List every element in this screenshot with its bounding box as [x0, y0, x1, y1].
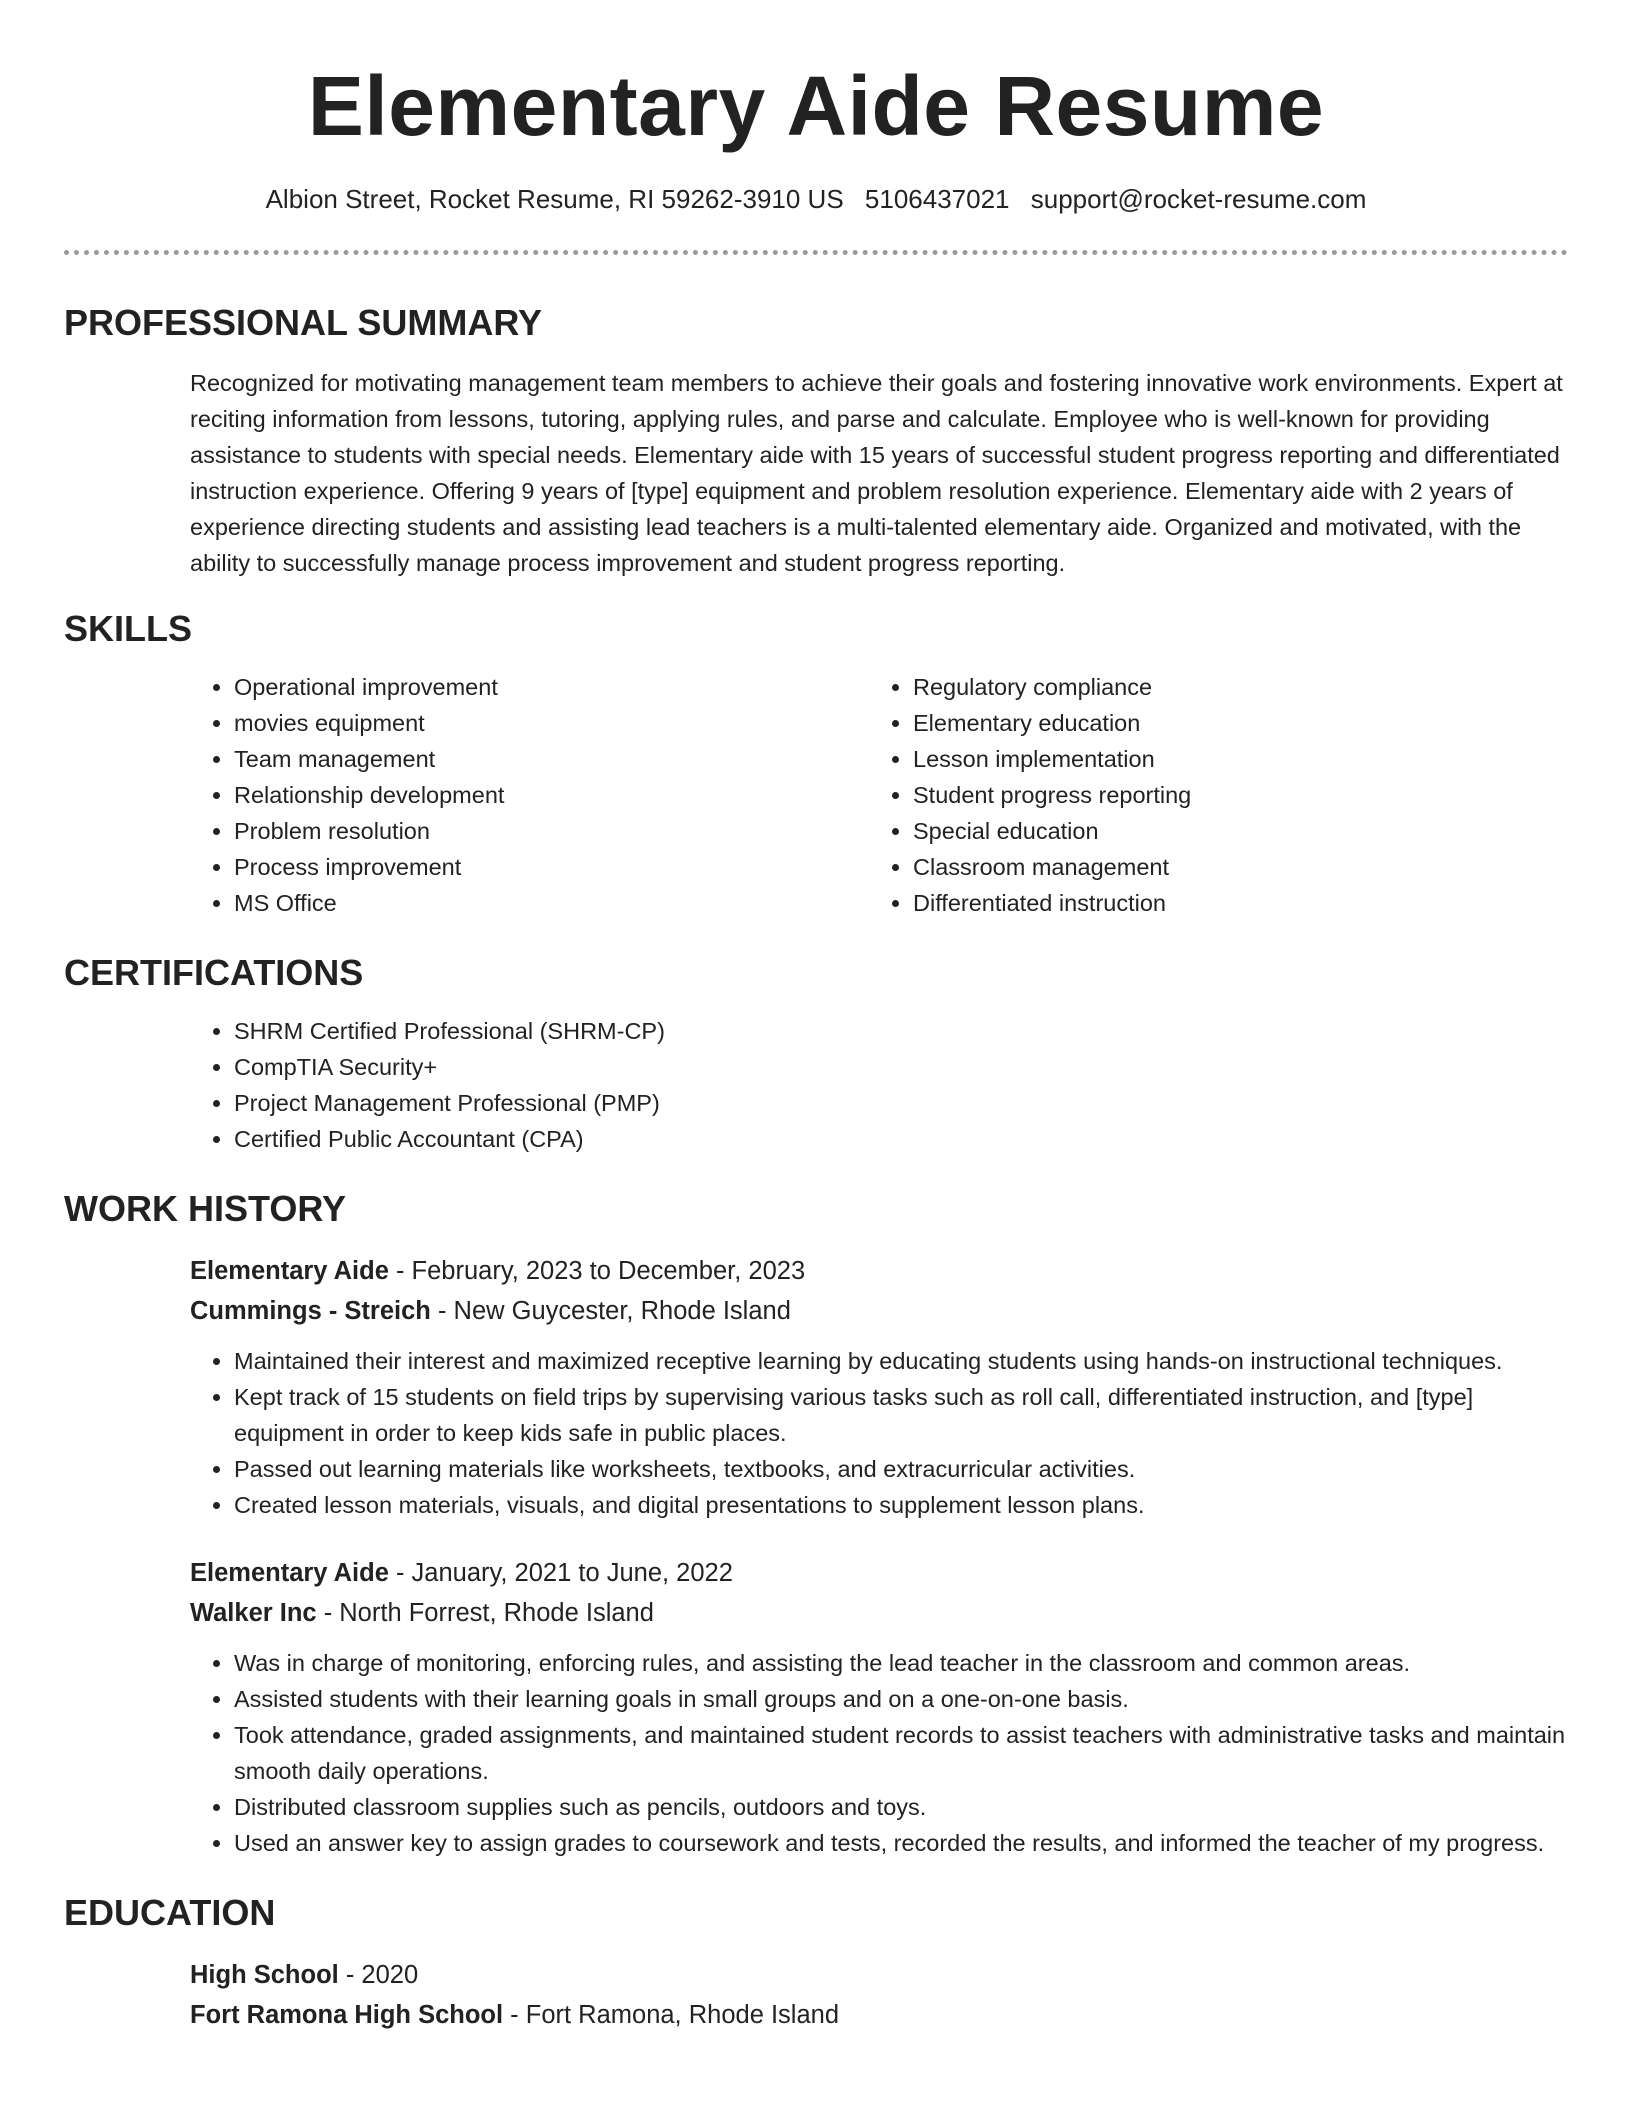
skills-section — [64, 607, 1568, 921]
summary-section — [64, 301, 1568, 581]
job-company-line — [190, 1593, 1568, 1633]
skill-item: • Regulatory compliance — [913, 669, 1568, 705]
skill-item: • movies equipment — [234, 705, 869, 741]
job-bullets — [190, 1343, 1568, 1523]
job-bullet: • Created lesson materials, visuals, and digital presentations to supplement lesson plans. — [234, 1487, 1568, 1523]
certification-item: • SHRM Certified Professional (SHRM-CP) — [234, 1013, 1568, 1049]
education-entry — [190, 1955, 1568, 2035]
job-bullet: • Passed out learning materials like worksheets, textbooks, and extracurricular activities. — [234, 1451, 1568, 1487]
education-school: Fort Ramona High School — [190, 2001, 504, 2029]
education-location: - Fort Ramona, Rhode Island — [503, 2001, 840, 2029]
skill-item: • Classroom management — [913, 849, 1568, 885]
skills-list-left — [190, 669, 869, 921]
job-entry — [190, 1553, 1568, 1861]
summary-text: Recognized for motivating management team members to achieve their goals and fostering innovative work environments. Expert at reciting information from lessons, tutoring, applying rules, and parse and calculate. Employee who is well-known for providing assistance to students with special needs. Elementary aide with 15 years of successful student progress reporting and differentiated instruction experience. Offering 9 years of [type] equipment and problem resolution experience. Elementary aide with 2 years of experience directing students and assisting lead teachers is a multi-talented elementary aide. Organized and motivated, with the ability to successfully manage process improvement and student progress reporting. — [190, 370, 1563, 576]
job-bullet: • Distributed classroom supplies such as pencils, outdoors and toys. — [234, 1789, 1568, 1825]
job-location: - New Guycester, Rhode Island — [430, 1297, 791, 1325]
skill-item: • Process improvement — [234, 849, 869, 885]
skills-list-right — [869, 669, 1568, 921]
job-title-line — [190, 1251, 1568, 1291]
education-school-line — [190, 1995, 1568, 2035]
skill-item: • Elementary education — [913, 705, 1568, 741]
job-dates: - February, 2023 to December, 2023 — [388, 1257, 806, 1285]
resume-title: Elementary Aide Resume — [307, 59, 1325, 153]
skill-item: • MS Office — [234, 885, 869, 921]
certification-item: • Project Management Professional (PMP) — [234, 1085, 1568, 1121]
job-role: Elementary Aide — [190, 1559, 389, 1587]
education-degree-line — [190, 1955, 1568, 1995]
skill-item: • Differentiated instruction — [913, 885, 1568, 921]
skill-item: • Team management — [234, 741, 869, 777]
job-bullet: • Was in charge of monitoring, enforcing rules, and assisting the lead teacher in the classroom and common areas. — [234, 1645, 1568, 1681]
section-title-work-history: WORK HISTORY — [64, 1188, 347, 1229]
job-bullet: • Took attendance, graded assignments, and maintained student records to assist teachers with administrative tasks and maintain smooth daily operations. — [234, 1717, 1568, 1789]
header-divider — [64, 250, 1568, 255]
skill-item: • Special education — [913, 813, 1568, 849]
education-year: - 2020 — [338, 1961, 419, 1989]
job-company: Cummings - Streich — [190, 1297, 431, 1325]
job-bullet: • Assisted students with their learning goals in small groups and on a one-on-one basis. — [234, 1681, 1568, 1717]
skill-item: • Relationship development — [234, 777, 869, 813]
certification-item: • CompTIA Security+ — [234, 1049, 1568, 1085]
contact-address: Albion Street, Rocket Resume, RI 59262-3910 US — [265, 184, 844, 214]
certification-item: • Certified Public Accountant (CPA) — [234, 1121, 1568, 1157]
certifications-section — [64, 951, 1568, 1157]
education-section — [64, 1891, 1568, 2035]
job-location: - North Forrest, Rhode Island — [316, 1599, 654, 1627]
contact-email: support@rocket-resume.com — [1030, 184, 1367, 214]
skill-item: • Problem resolution — [234, 813, 869, 849]
contact-phone: 5106437021 — [864, 184, 1010, 214]
work-history-section — [64, 1187, 1568, 1861]
contact-line — [64, 182, 1568, 216]
section-title-skills: SKILLS — [64, 608, 193, 649]
section-title-education: EDUCATION — [64, 1892, 276, 1933]
skill-item: • Student progress reporting — [913, 777, 1568, 813]
job-role: Elementary Aide — [190, 1257, 389, 1285]
job-company-line — [190, 1291, 1568, 1331]
job-bullet: • Kept track of 15 students on field trips by supervising various tasks such as roll call, differentiated instruction, and [type] equipment in order to keep kids safe in public places. — [234, 1379, 1568, 1451]
job-bullets — [190, 1645, 1568, 1861]
job-bullet: • Maintained their interest and maximized receptive learning by educating students using hands-on instructional techniques. — [234, 1343, 1568, 1379]
certifications-list — [190, 1013, 1568, 1157]
job-title-line — [190, 1553, 1568, 1593]
skills-grid — [190, 669, 1568, 921]
education-degree: High School — [190, 1961, 339, 1989]
job-dates: - January, 2021 to June, 2022 — [388, 1559, 733, 1587]
job-company: Walker Inc — [190, 1599, 317, 1627]
section-title-summary: PROFESSIONAL SUMMARY — [64, 302, 543, 343]
job-entry — [190, 1251, 1568, 1523]
skill-item: • Operational improvement — [234, 669, 869, 705]
job-bullet: • Used an answer key to assign grades to coursework and tests, recorded the results, and informed the teacher of my progress. — [234, 1825, 1568, 1861]
section-title-certifications: CERTIFICATIONS — [64, 952, 364, 993]
skill-item: • Lesson implementation — [913, 741, 1568, 777]
